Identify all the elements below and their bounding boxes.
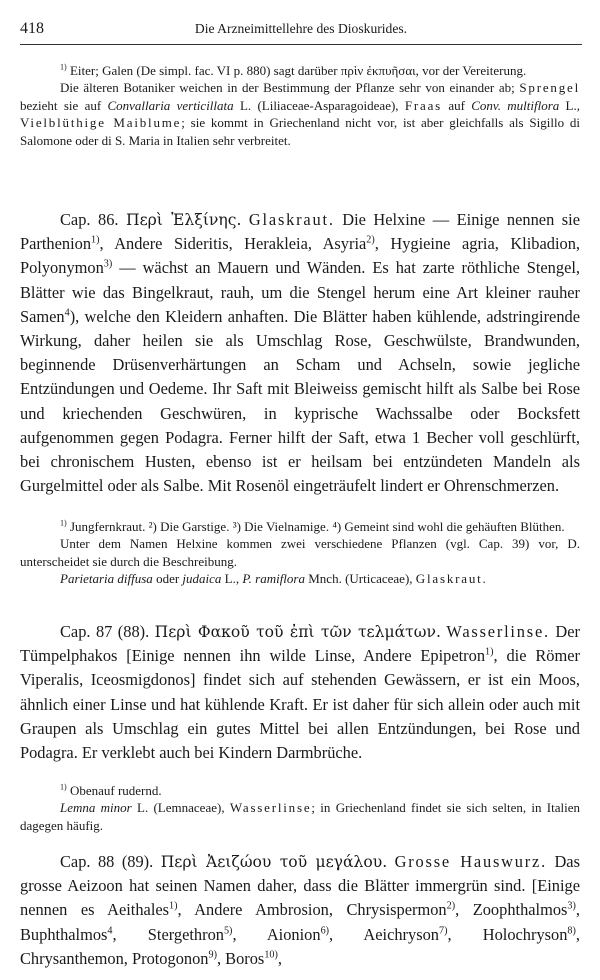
chapter-88-greek-title: Περὶ Ἀειζώου τοῦ μεγάλου. [160, 853, 388, 871]
running-title: Die Arzneimittellehre des Dioskurides. [194, 21, 408, 36]
botanical-note: Die älteren Botaniker weichen in der Bestimmung der Pflanze sehr von einander ab; Sprengel bezieht sie auf Convallaria verticillata L. (Liliaceae-Asparagoideae), Fraas auf Conv. multiflora L., Vielblüthige Maiblume; sie kommt in Griechenland nicht vor, ist aber gleichfalls als Sigillo di Salomone oder di S. Maria in Italien sehr verbreitet. [20, 80, 580, 148]
page-header [20, 20, 582, 45]
footnote-1: $^{1)}$ Eiter; Galen (De simpl. fac. VI p. 880) sagt darüber πρὶν ἐκπυῆσαι, vor der Vereiterung. [60, 62, 527, 78]
chapter-86-identification: Parietaria diffusa oder judaica L., P. ramiflora Mnch. (Urticaceae), Glaskraut. [60, 571, 488, 587]
chapter-86-footnotes: $^{1)}$ Jungfernkraut. ²) Die Garstige. ³) Die Vielnamige. ⁴) Gemeint sind wohl die gehäuften Blüthen. [60, 518, 565, 534]
chapter-87-body: Cap. 87 (88). Περὶ Φακοῦ τοῦ ἐπὶ τῶν τελμάτων. Wasserlinse. Der Tümpelphakos [Einige nennen ihn wilde Linse, Andere Epipetron$^{1)}$, die Römer Viperalis, Iceosmigdonos] findet sich auf stehenden Gewässern, er ist ein Moos, ähnlich einer Linse und hat kühlende Kraft. Er ist daher für sich allein oder auch mit Graupen als Umschlag ein gutes Mittel bei allen Entzündungen, bei Rose und Podagra. Er verklebt auch bei Kindern Darmbrüche. [20, 622, 580, 763]
chapter-87-footnote: $^{1)}$ Obenauf rudernd. [60, 782, 162, 798]
chapter-88-body: Cap. 88 (89). Περὶ Ἀειζώου τοῦ μεγάλου. Grosse Hauswurz. Das grosse Aeizoon hat seinen Namen daher, dass die Blätter immergrün sind. [Einige nennen es Aeithales$^{1)}$, Andere Ambrosion, Chrysispermon$^{2)}$, Zoophthalmos$^{3)}$, Buphthalmos$^4$, Stergethron$^{5)}$, Aionion$^{6)}$, Aeichryson$^{7)}$, Holochryson$^{8)}$, Chrysanthemon, Protogonon$^{9)}$, Boros$^{10)}$, [20, 852, 580, 968]
chapter-86-title: Glaskraut. [248, 210, 335, 229]
chapter-86-body: Cap. 86. Περὶ Ἑλξίνης. Glaskraut. Die Helxine — Einige nennen sie Parthenion$^{1)}$, Andere Sideritis, Herakleia, Asyria$^{2)}$, Hygieine agria, Klibadion, Polyonymon$^{3)}$ — wächst an Mauern und Wänden. Es hat zarte röthliche Stengel, Blätter wie das Bingelkraut, rauh, um die Stengel herum eine Art kleiner rauher Samen$^4$), welche den Kleidern anhaften. Die Blätter haben kühlende, adstringirende Wirkung, daher heilen sie als Umschlag Rose, Geschwülste, Brandwunden, beginnende Drüsenverhärtungen an Scham und Achseln, sowie jegliche Entzündungen und Oedeme. Ihr Saft mit Bleiweiss gemischt hilft als Salbe bei Rose und kriechenden Geschwüren, in kyprische Wachssalbe oder Bocksfett aufgenommen gegen Podagra. Ferner hilft der Saft, etwa 1 Becher voll geschlürft, bei chronischem Husten, ebenso ist er heilsam bei entzündeten Mandeln als Gurgelmittel oder als Salbe. Mit Rosenöl eingeträufelt lindert er Ohrenschmerzen. [20, 210, 580, 496]
page-number: 418 [20, 20, 44, 37]
chapter-87-notes [20, 782, 580, 834]
chapter-86-notes [20, 518, 580, 588]
chapter-87-identification: Lemna minor L. (Lemnaceae), Wasserlinse; in Griechenland findet sie sich selten, in Italien dagegen häufig. [20, 800, 580, 833]
chapter-86-label: Cap. 86. [60, 210, 119, 229]
chapter-87-title: Wasserlinse. [446, 622, 550, 641]
chapter-86-note: Unter dem Namen Helxine kommen zwei verschiedene Pflanzen (vgl. Cap. 39) vor, D. unterscheidet sie durch die Beschreibung. [20, 536, 580, 569]
footnotes-top [20, 62, 580, 149]
chapter-87-label: Cap. 87 (88). [60, 622, 150, 641]
chapter-88-title: Grosse Hauswurz. [394, 852, 547, 871]
chapter-87-greek-title: Περὶ Φακοῦ τοῦ ἐπὶ τῶν τελμάτων. [154, 623, 441, 641]
chapter-86-greek-title: Περὶ Ἑλξίνης. [125, 211, 242, 229]
chapter-88-label: Cap. 88 (89). [60, 852, 154, 871]
